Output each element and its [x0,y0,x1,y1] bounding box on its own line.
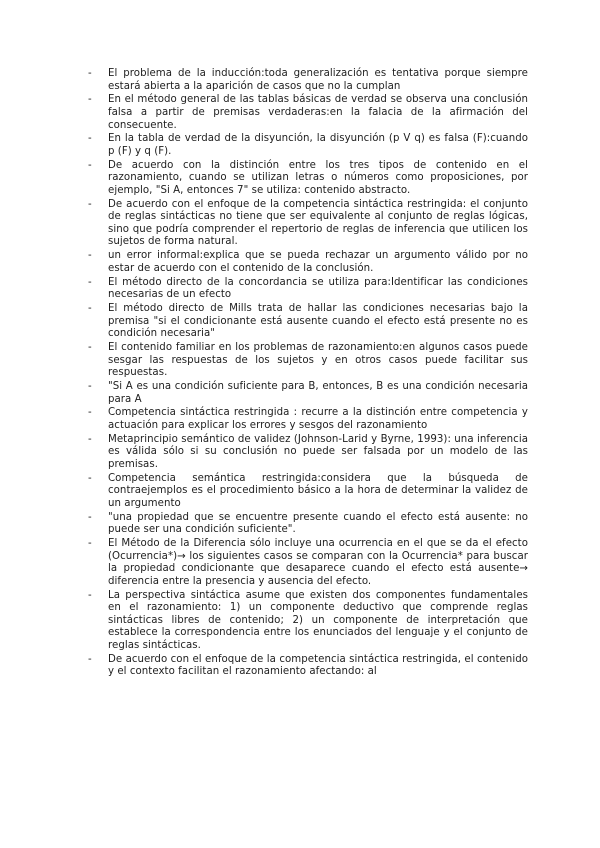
bullet-dash: - [88,68,92,79]
list-item-text: El Método de la Diferencia sólo incluye una ocurrencia en el que se da el efecto (Ocurrencia*)→ los siguientes casos se comparan con la Ocurrencia* para buscar la propiedad condicionante que desaparece cuando el efecto está ausente→ diferencia entre la presencia y ausencia del efecto. [108,538,528,587]
list-item [88,434,528,472]
bullet-dash: - [88,303,92,314]
bullet-dash: - [88,653,92,665]
list-item [88,538,528,588]
bullet-dash: - [88,511,92,523]
list-item-text: "Si A es una condición suficiente para B, entonces, B es una condición necesaria para A [108,380,528,405]
list-item-text: El problema de la inducción:toda generalización es tentativa porque siempre estará abierta a la aparición de casos que no la cumplan [108,68,528,92]
list-item [88,94,528,132]
list-item-text: Competencia sintáctica restringida : recurre a la distinción entre competencia y actuación para explicar los errores y sesgos del razonamiento [108,407,528,431]
list-item-text: La perspectiva sintáctica asume que existen dos componentes fundamentales en el razonamiento: 1) un componente deductivo que comprende reglas sintácticas libres de contenido; 2) un componente de interpretación que establece la correspondencia entre los enunciados del lenguaje y el conjunto de reglas sintácticas. [108,589,528,651]
list-item [88,277,528,302]
bullet-dash: - [88,250,92,262]
list-item-text: En la tabla de verdad de la disyunción, la disyunción (p V q) es falsa (F):cuando p (F) y q (F). [108,133,528,157]
bullet-dash: - [88,341,92,353]
list-item-text: El método directo de la concordancia se utiliza para:Identificar las condiciones necesarias de un efecto [108,276,528,301]
list-item [88,199,528,249]
list-item-text: Competencia semántica restringida:considera que la búsqueda de contraejemplos es el procedimiento básico a la hora de determinar la validez de un argumento [108,472,528,509]
list-item-text: un error informal:explica que se pueda rechazar un argumento válido por no estar de acuerdo con el contenido de la conclusión. [108,250,528,274]
list-item [88,407,528,432]
bullet-dash: - [88,472,92,484]
bullet-dash: - [88,433,92,445]
list-item [88,342,528,380]
bullet-dash: - [88,407,92,419]
list-item [88,160,528,198]
list-item-text: El contenido familiar en los problemas de razonamiento:en algunos casos puede sesgar las respuestas de los sujetos y en otros casos puede facilitar sus respuestas. [108,341,528,379]
list-item-text: De acuerdo con el enfoque de la competencia sintáctica restringida: el conjunto de reglas sintácticas no tiene que ser equivalente al conjunto de reglas lógicas, sino que podría comprender el repertorio de reglas de inferencia que utilicen los sujetos de forma natural. [108,198,528,248]
bullet-dash: - [88,198,92,210]
list-item-text: De acuerdo con la distinción entre los tres tipos de contenido en el razonamiento, cuando se utilizan letras o números como proposiciones, por ejemplo, "Si A, entonces 7" se utiliza: contenido abstracto. [108,159,528,196]
list-item [88,654,528,679]
list-item-text: De acuerdo con el enfoque de la competencia sintáctica restringida, el contenido y el contexto facilitan el razonamiento afectando: al [108,653,528,678]
list-item [88,473,528,511]
list-item [88,133,528,158]
bullet-list [88,68,528,680]
list-item [88,590,528,653]
bullet-dash: - [88,276,92,288]
bullet-dash: - [88,159,92,171]
list-item [88,381,528,406]
bullet-dash: - [88,94,92,106]
bullet-dash: - [88,589,92,601]
list-item [88,303,528,341]
list-item-text: En el método general de las tablas básicas de verdad se observa una conclusión falsa a partir de premisas verdaderas:en la falacia de la afirmación del consecuente. [108,94,528,131]
bullet-dash: - [88,380,92,392]
list-item-text: Metaprincipio semántico de validez (Johnson-Larid y Byrne, 1993): una inferencia es válida sólo si su conclusión no puede ser falsada por un modelo de las premisas. [108,433,528,470]
list-item [88,250,528,275]
list-item-text: "una propiedad que se encuentre presente cuando el efecto está ausente: no puede ser una condición suficiente". [108,511,528,536]
list-item-text: El método directo de Mills trata de hallar las condiciones necesarias bajo la premisa "si el condicionante está ausente cuando el efecto está presente no es condición necesaria" [108,303,528,340]
bullet-dash: - [88,133,92,145]
list-item [88,512,528,537]
list-item [88,68,528,93]
bullet-dash: - [88,538,92,549]
